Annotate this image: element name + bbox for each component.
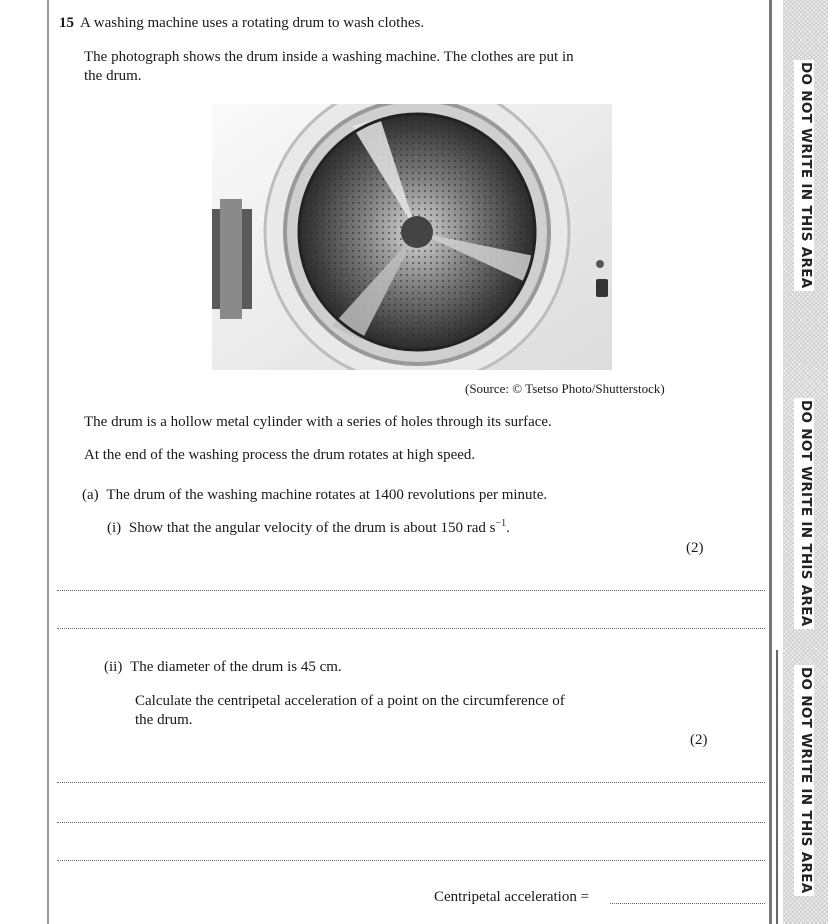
part-a-ii-text: The diameter of the drum is 45 cm. — [130, 659, 342, 675]
page-border-left — [47, 0, 49, 924]
question-intro: A washing machine uses a rotating drum to wash clothes. — [80, 15, 425, 31]
part-a-ii-label: (ii) — [104, 659, 123, 675]
part-a-label: (a) — [82, 487, 99, 503]
paragraph-high-speed: At the end of the washing process the drum rotates at high speed. — [84, 447, 476, 463]
page-border-right-lower — [776, 650, 778, 924]
answer-line-a-i-2[interactable] — [57, 628, 765, 629]
photo-text-line1: The photograph shows the drum inside a washing machine. The clothes are put in — [84, 49, 574, 65]
question-number: 15 — [59, 15, 74, 31]
part-a — [82, 486, 547, 504]
part-a-i-superscript: −1 — [495, 518, 507, 529]
answer-line-a-ii-3[interactable] — [57, 860, 765, 861]
part-a-text: The drum of the washing machine rotates at 1400 revolutions per minute. — [106, 487, 548, 503]
answer-label-centripetal: Centripetal acceleration = — [434, 889, 590, 905]
photo-text-line2: the drum. — [84, 68, 142, 84]
part-a-ii-marks: (2) — [690, 732, 708, 748]
photo-source: (Source: © Tsetso Photo/Shutterstock) — [465, 381, 665, 396]
margin-warning-3: DO NOT WRITE IN THIS AREA — [794, 665, 814, 896]
part-a-i-period: . — [506, 520, 510, 536]
question-heading — [59, 14, 424, 32]
part-a-i-text: Show that the angular velocity of the drum is about 150 rad s — [128, 520, 496, 536]
answer-field-centripetal[interactable] — [610, 903, 765, 904]
answer-line-a-ii-1[interactable] — [57, 782, 765, 783]
page-border-right — [769, 0, 772, 924]
paragraph-drum-description: The drum is a hollow metal cylinder with a series of holes through its surface. — [84, 414, 552, 430]
part-a-i-marks: (2) — [686, 540, 704, 556]
answer-line-a-ii-2[interactable] — [57, 822, 765, 823]
part-a-i-label: (i) — [107, 520, 122, 536]
part-a-ii — [104, 658, 342, 676]
part-a-i — [107, 519, 510, 537]
margin-warning-2: DO NOT WRITE IN THIS AREA — [794, 398, 814, 629]
drum-photo-image — [212, 104, 612, 370]
part-a-ii-calc-line1: Calculate the centripetal acceleration of a point on the circumference of — [135, 693, 565, 709]
answer-line-a-i-1[interactable] — [57, 590, 765, 591]
drum-photo — [212, 104, 612, 370]
part-a-ii-calc-line2: the drum. — [135, 712, 193, 728]
margin-warning-1: DO NOT WRITE IN THIS AREA — [794, 60, 814, 291]
